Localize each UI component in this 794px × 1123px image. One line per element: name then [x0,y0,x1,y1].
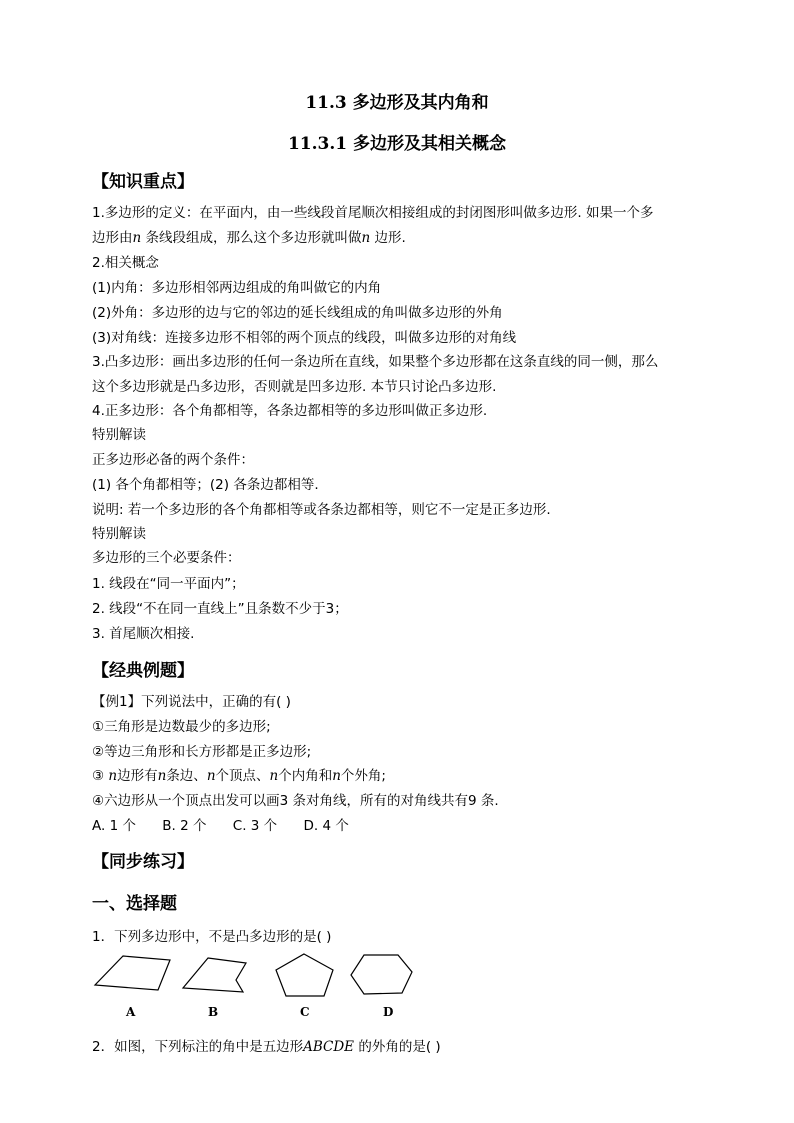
text-span: ③ [92,768,109,784]
polygon-b-shape [183,958,246,992]
example-statement: ②等边三角形和长方形都是正多边形; [92,744,312,760]
section-choice: 一、选择题 [92,894,177,914]
knowledge-line [92,226,406,246]
knowledge-line: (2)外角：多边形的边与它的邻边的延长线组成的角叫做多边形的外角 [92,305,503,321]
option-b: B. 2 个 [162,818,207,834]
figure-label-d: D [383,1005,394,1019]
practice-question-2 [92,1035,441,1055]
polygon-figures [88,950,428,1025]
text-span: 条边、 [166,768,207,784]
knowledge-line: 1.多边形的定义：在平面内，由一些线段首尾顺次相接组成的封闭图形叫做多边形. 如果一个多 [92,205,654,221]
option-d: D. 4 个 [303,818,349,834]
knowledge-line: 1. 线段在“同一平面内”； [92,576,245,592]
knowledge-line: 2.相关概念 [92,255,159,271]
knowledge-line: 3.凸多边形：画出多边形的任何一条边所在直线，如果整个多边形都在这条直线的同一侧，那么 [92,354,659,370]
knowledge-line: 4.正多边形：各个角都相等，各条边都相等的多边形叫做正多边形. [92,403,488,419]
math-var: n [157,768,167,784]
polygon-figures-svg [88,950,428,1025]
math-var: ABCDE [303,1039,355,1055]
section-knowledge: 【知识重点】 [92,172,194,192]
knowledge-line: 3. 首尾顺次相接. [92,626,195,642]
polygon-c-shape [276,954,333,996]
math-var: n [361,230,371,246]
text-span: 个内角和 [278,768,333,784]
page-title: 11.3 多边形及其内角和 [305,93,489,113]
knowledge-line: 多边形的三个必要条件： [92,550,241,566]
polygon-a-shape [95,956,170,990]
option-c: C. 3 个 [232,818,278,834]
example-statement: ④六边形从一个顶点出发可以画3 条对角线，所有的对角线共有9 条. [92,793,499,809]
math-var: n [332,768,341,784]
knowledge-line: 特别解读 [92,427,146,443]
knowledge-line: 2. 线段“不在同一直线上”且条数不少于3； [92,601,348,617]
practice-question-1: 1．下列多边形中，不是凸多边形的是( ) [92,929,332,945]
text-span: 2．如图，下列标注的角中是五边形 [92,1039,304,1055]
polygon-d-shape [351,955,412,994]
figure-label-c: C [300,1005,310,1019]
math-var: n [206,768,216,784]
text-span: 个外角; [340,768,386,784]
text-span: 边形有 [117,768,158,784]
page-subtitle: 11.3.1 多边形及其相关概念 [287,134,507,154]
figure-label-b: B [208,1005,219,1019]
knowledge-line: 特别解读 [92,526,146,542]
math-var: n [269,768,279,784]
example-question: 【例1】下列说法中，正确的有( ) [92,694,291,710]
example-statement [92,764,386,784]
math-var: n [108,768,118,784]
knowledge-line: (1) 各个角都相等；(2) 各条边都相等. [92,477,319,493]
knowledge-line: 说明: 若一个多边形的各个角都相等或各条边都相等，则它不一定是正多边形. [92,502,551,518]
text-span: 条线段组成，那么这个多边形就叫做 [141,230,362,246]
example-statement: ①三角形是边数最少的多边形; [92,719,271,735]
text-span: 个顶点、 [215,768,270,784]
section-practice: 【同步练习】 [92,852,194,872]
figure-label-a: A [126,1005,136,1019]
knowledge-line: (3)对角线：连接多边形不相邻的两个顶点的线段，叫做多边形的对角线 [92,330,517,346]
text-span: 边形. [370,230,406,246]
option-a: A. 1 个 [92,818,136,834]
text-span: 的外角的是( ) [354,1039,441,1055]
knowledge-line: (1)内角：多边形相邻两边组成的角叫做它的内角 [92,280,382,296]
knowledge-line: 这个多边形就是凸多边形，否则就是凹多边形. 本节只讨论凸多边形. [92,379,497,395]
knowledge-line: 正多边形必备的两个条件： [92,452,254,468]
text-span: 边形由 [92,230,133,246]
section-examples: 【经典例题】 [92,661,194,681]
math-var: n [132,230,142,246]
example-options [92,814,371,834]
